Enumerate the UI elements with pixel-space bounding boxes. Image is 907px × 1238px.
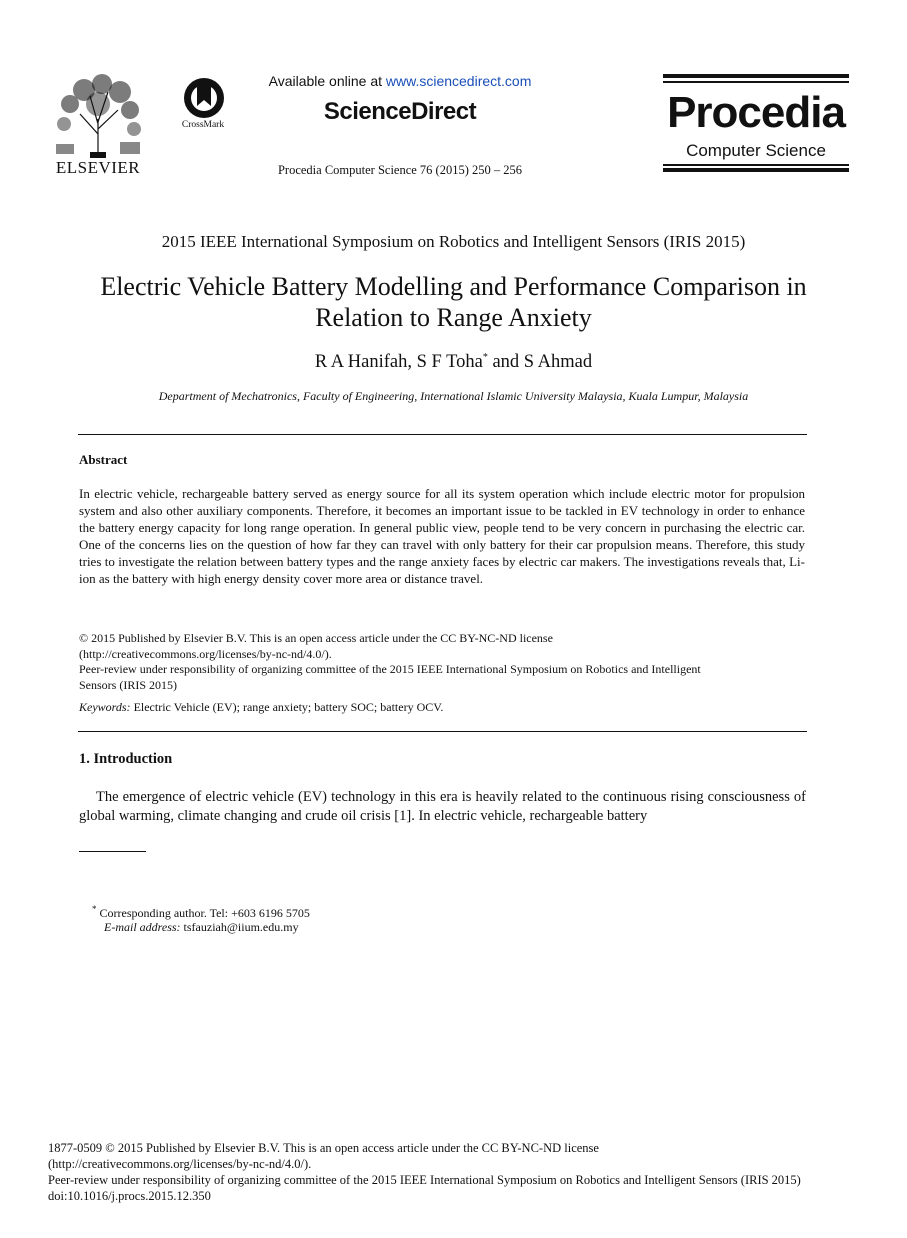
keywords-label: Keywords: <box>79 700 131 714</box>
keywords <box>79 700 805 715</box>
authors-last: and S Ahmad <box>487 352 593 373</box>
logo-rule-bottom <box>663 168 849 172</box>
license-url[interactable]: (http://creativecommons.org/licenses/by-nc-nd/4.0/). <box>79 646 332 661</box>
footnote-tel: Corresponding author. Tel: +603 6196 5705 <box>96 906 310 920</box>
conference-name: 2015 IEEE International Symposium on Robotics and Intelligent Sensors (IRIS 2015) <box>161 232 746 251</box>
crossmark-label: CrossMark <box>181 120 225 130</box>
email-address[interactable]: tsfauziah@iium.edu.my <box>180 920 299 934</box>
available-online <box>250 73 550 89</box>
logo-rule-bottom-thin <box>663 164 849 166</box>
footer-doi[interactable]: doi:10.1016/j.procs.2015.12.350 <box>48 1189 211 1203</box>
introduction-text <box>79 788 806 826</box>
logo-rule-top-thin <box>663 81 849 83</box>
platform-title: ScienceDirect <box>323 98 477 125</box>
introduction-body: The emergence of electric vehicle (EV) technology in this era is heavily related to the continuous rising consciousness of global warming, climate changing and crude oil crisis [1]. In electric vehicle, rechargeable battery <box>79 789 806 824</box>
page-footer <box>48 1140 868 1204</box>
footer-issn-license: 1877-0509 © 2015 Published by Elsevier B.V. This is an open access article under the CC BY-NC-ND license <box>48 1141 599 1155</box>
introduction-heading: 1. Introduction <box>79 751 173 767</box>
authors-main: R A Hanifah, S F Toha <box>314 352 483 373</box>
license-line3: Peer-review under responsibility of organizing committee of the 2015 IEEE International Symposium on Robotics and Intelligent <box>79 662 701 676</box>
journal-logo-title: Procedia <box>667 88 845 137</box>
paper-title-line2: Relation to Range Anxiety <box>315 303 592 332</box>
logo-rule-top <box>663 74 849 78</box>
crossmark-icon <box>175 76 233 124</box>
abstract-heading: Abstract <box>79 452 128 467</box>
footer-peer-review: Peer-review under responsibility of organizing committee of the 2015 IEEE International Symposium on Robotics and Intelligent Sensors (IRIS 2015) <box>48 1173 801 1187</box>
author-list <box>40 352 867 373</box>
footnote-mark: * <box>92 904 97 914</box>
license-line1: © 2015 Published by Elsevier B.V. This is an open access article under the CC BY-NC-ND license <box>79 631 553 645</box>
keywords-text: Electric Vehicle (EV); range anxiety; battery SOC; battery OCV. <box>130 700 444 714</box>
divider-bottom <box>78 731 807 732</box>
footer-license-url[interactable]: (http://creativecommons.org/licenses/by-nc-nd/4.0/). <box>48 1157 312 1171</box>
journal-logo <box>663 74 849 174</box>
paper-title-line1: Electric Vehicle Battery Modelling and Performance Comparison in <box>100 272 807 301</box>
footnote-corresponding <box>92 904 310 921</box>
paper-title <box>60 271 847 333</box>
affiliation: Department of Mechatronics, Faculty of Engineering, International Islamic University Malaysia, Kuala Lumpur, Malaysia <box>158 389 749 403</box>
license-line4: Sensors (IRIS 2015) <box>79 677 177 692</box>
footnote-email <box>104 920 299 935</box>
journal-logo-subtitle: Computer Science <box>686 141 826 160</box>
available-prefix: Available online at <box>268 73 386 89</box>
corresponding-mark: * <box>482 352 488 363</box>
abstract-text: In electric vehicle, rechargeable battery served as energy source for all its system operation which include electric motor for propulsion system and also other auxiliary components. Therefore, it becomes an important issue to be tackled in EV technology in order to enhance the battery energy capacity for long range operation. In general public view, people tend to be very concern in purchasing the electric car. One of the concerns lies on the question of how far they can travel with only battery for their car propulsion means. Therefore, this study tries to investigate the relation between battery types and the range anxiety faces by electric car makers. The investigations reveals that, Li-ion as the battery with high energy density cover more area or distance travel. <box>79 486 805 586</box>
divider-top <box>78 434 807 435</box>
journal-reference: Procedia Computer Science 76 (2015) 250 – 256 <box>277 163 523 177</box>
footnote-rule <box>79 851 146 852</box>
publisher-name: ELSEVIER <box>55 158 141 177</box>
sciencedirect-link[interactable]: www.sciencedirect.com <box>385 73 532 89</box>
elsevier-tree-icon <box>50 74 146 160</box>
license-block <box>79 631 805 693</box>
email-label: E-mail address: <box>104 920 181 934</box>
